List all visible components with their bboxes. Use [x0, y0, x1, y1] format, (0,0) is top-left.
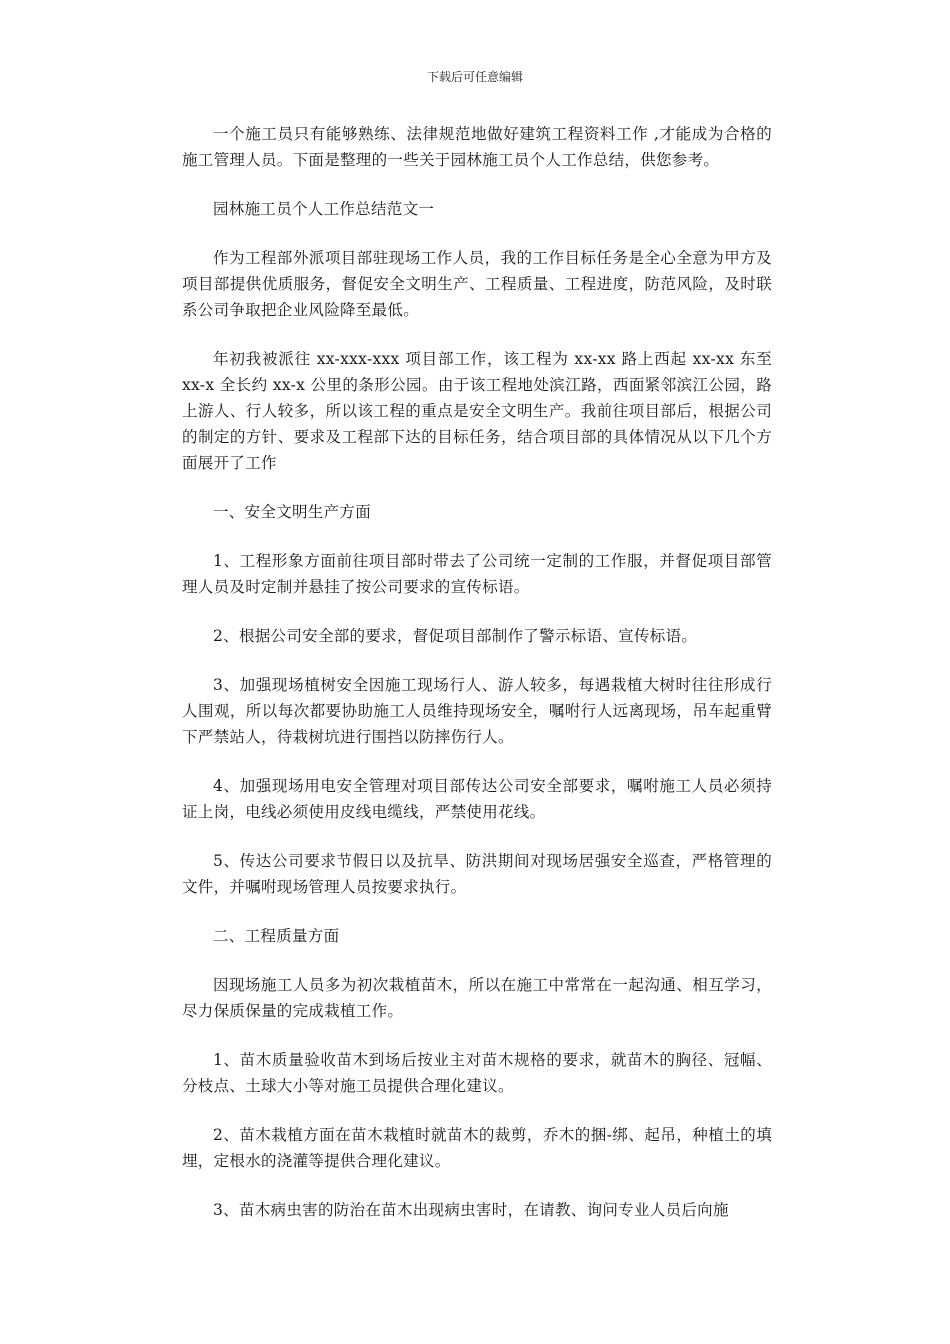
- list-item: 1、工程形象方面前往项目部时带去了公司统一定制的工作服，并督促项目部管理人员及时定制并悬挂了按公司要求的宣传标语。: [182, 552, 772, 596]
- section-heading-safety: 一、安全文明生产方面: [213, 503, 372, 521]
- document-body: [182, 121, 772, 1246]
- list-item: 2、苗木栽植方面在苗木栽植时就苗木的裁剪，乔木的捆-绑、起吊，种植土的填埋，定根水的浇灌等提供合理化建议。: [182, 1126, 772, 1170]
- list-item: 4、加强现场用电安全管理对项目部传达公司安全部要求，嘱咐施工人员必须持证上岗，电线必须使用皮线电缆线，严禁使用花线。: [182, 777, 772, 821]
- list-item: 2、根据公司安全部的要求，督促项目部制作了警示标语、宣传标语。: [213, 627, 698, 645]
- list-item: 5、传达公司要求节假日以及抗旱、防洪期间对现场居强安全巡查，严格管理的文件，并嘱咐现场管理人员按要求执行。: [182, 852, 772, 896]
- page-header-note: 下载后可任意编辑: [426, 70, 523, 84]
- list-item: 3、加强现场植树安全因施工现场行人、游人较多，每遇栽植大树时往往形成行人围观，所以每次都要协助施工人员维持现场安全，嘱咐行人远离现场，吊车起重臂下严禁站人，待栽树坑进行围挡以防摔伤行人。: [182, 676, 772, 746]
- section-heading-quality: 二、工程质量方面: [213, 927, 340, 945]
- list-item: 1、苗木质量验收苗木到场后按业主对苗木规格的要求，就苗木的胸径、冠幅、分枝点、土球大小等对施工员提供合理化建议。: [182, 1051, 772, 1095]
- list-item: 3、苗木病虫害的防治在苗木出现病虫害时，在请教、询问专业人员后向施: [213, 1201, 729, 1219]
- paragraph: 年初我被派往 xx-xxx-xxx 项目部工作，该工程为 xx-xx 路上西起 xx-xx 东至 xx-x 全长约 xx-x 公里的条形公园。由于该工程地处滨江路，西面紧邻滨江公园，路上游人、行人较多，所以该工程的重点是安全文明生产。我前往项目部后，根据公司的制定的方针、要求及工程部下达的目标任务，结合项目部的具体情况从以下几个方面展开了工作: [182, 350, 772, 472]
- paragraph: 因现场施工人员多为初次栽植苗木，所以在施工中常常在一起沟通、相互学习，尽力保质保量的完成栽植工作。: [182, 976, 772, 1020]
- paragraph: 作为工程部外派项目部驻现场工作人员，我的工作目标任务是全心全意为甲方及项目部提供优质服务，督促安全文明生产、工程质量、工程进度，防范风险，及时联系公司争取把企业风险降至最低。: [182, 249, 772, 319]
- intro-paragraph: 一个施工员只有能够熟练、法律规范地做好建筑工程资料工作 ,才能成为合格的施工管理人员。下面是整理的一些关于园林施工员个人工作总结，供您参考。: [182, 125, 772, 169]
- section-title: 园林施工员个人工作总结范文一: [213, 200, 435, 218]
